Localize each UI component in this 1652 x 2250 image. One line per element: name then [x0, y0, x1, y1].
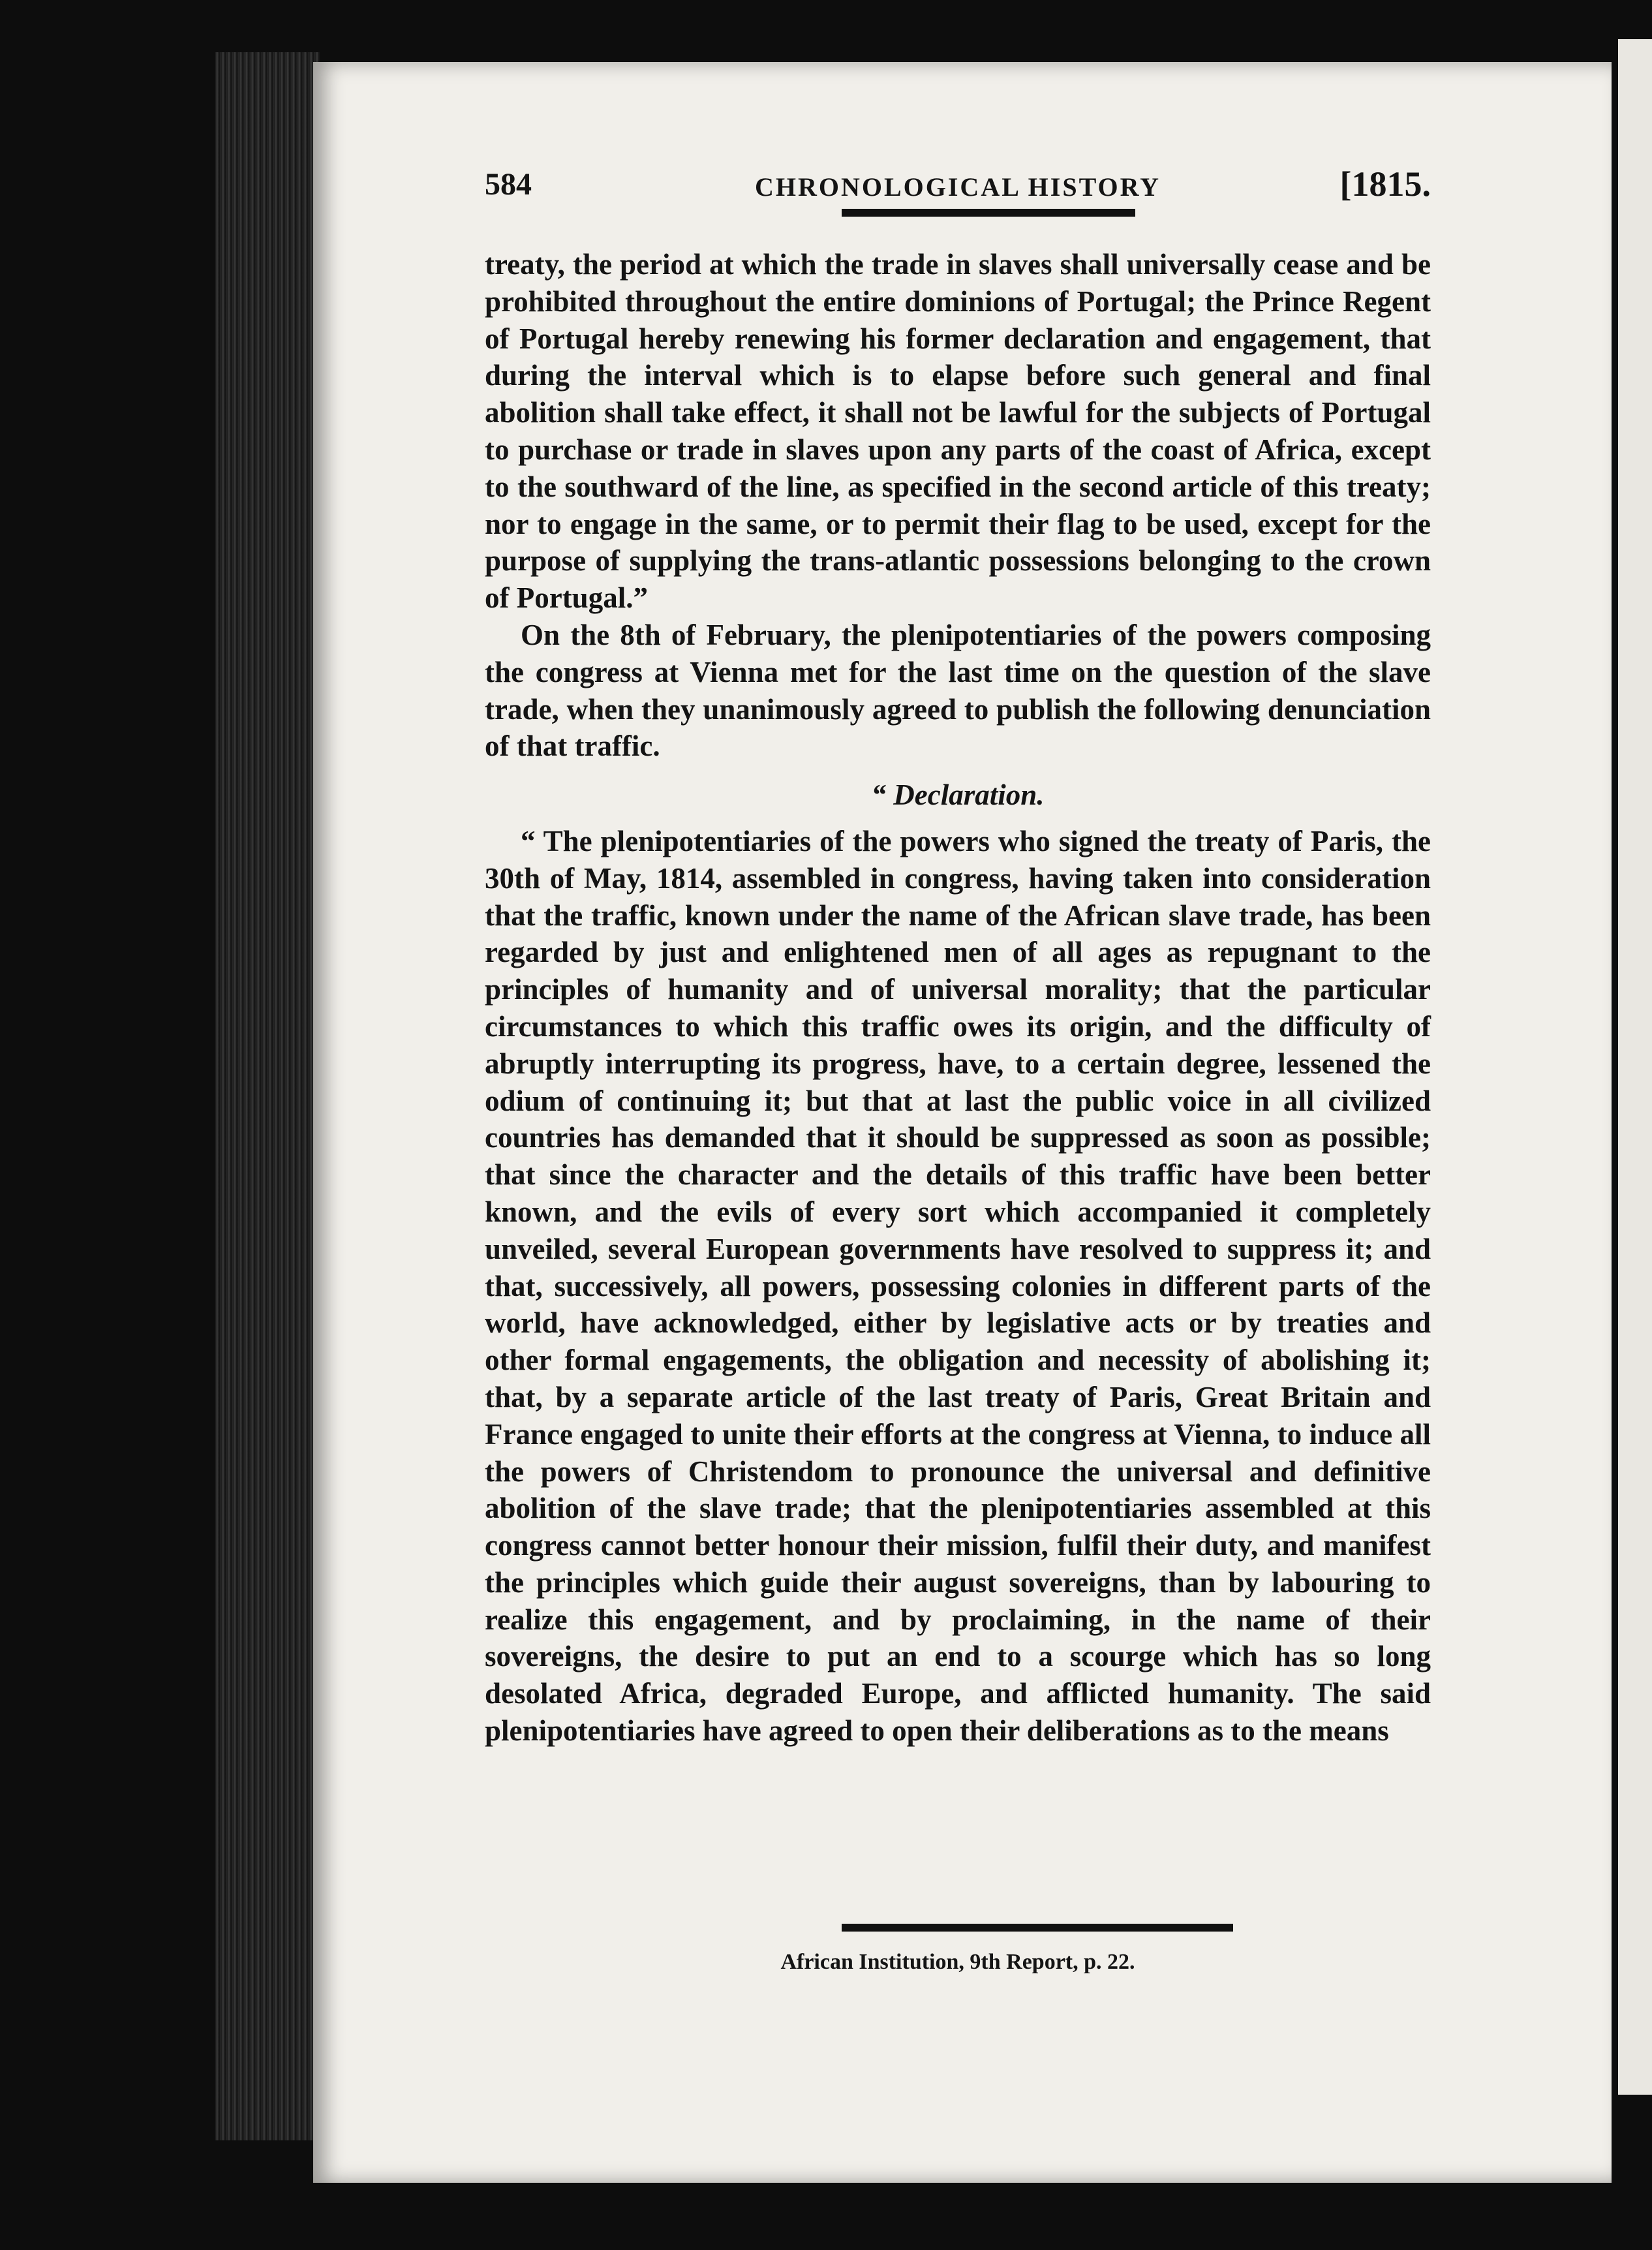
header-rule — [842, 209, 1135, 217]
book-page — [313, 62, 1612, 2183]
book-page-edges — [215, 52, 320, 2140]
page-number: 584 — [485, 167, 532, 202]
body-text — [485, 246, 1431, 1749]
paragraph-1: treaty, the period at which the trade in slaves shall universally cease and be prohibited throughout the entire dominions of Portugal; the Prince Regent of Portugal hereby renewing his former declaration and engagement, that during the interval which is to elapse before such general and final abolition shall take effect, it shall not be lawful for the subjects of Portugal to purchase or trade in slaves upon any parts of the coast of Africa, except to the southward of the line, as specified in the second article of this treaty; nor to engage in the same, or to permit their flag to be used, except for the purpose of supplying the trans-atlantic possessions belonging to the crown of Portugal.” — [485, 248, 1431, 615]
footnote: African Institution, 9th Report, p. 22. — [780, 1950, 1135, 1974]
footnote-rule — [842, 1924, 1233, 1932]
paragraph-2: On the 8th of February, the plenipotentiaries of the powers composing the congress at Vienna met for the last time on the question of the slave trade, when they unanimously agreed to publish the following denunciation of that traffic. — [485, 618, 1431, 763]
header-year: [1815. — [1339, 164, 1431, 204]
declaration-heading: “ Declaration. — [871, 778, 1045, 812]
facing-page-edge — [1618, 39, 1652, 2095]
paragraph-3: “ The plenipotentiaries of the powers who signed the treaty of Paris, the 30th of May, 1814, assembled in congress, having taken into consideration that the traffic, known under the name of the African slave trade, has been regarded by just and enlightened men of all ages as repugnant to the principles of humanity and of universal morality; that the particular circumstances to which this traffic owes its origin, and the difficulty of abruptly interrupting its progress, have, to a certain degree, lessened the odium of continuing it; but that at last the public voice in all civilized countries has demanded that it should be suppressed as soon as possible; that since the character and the details of this traffic have been better known, and the evils of every sort which accompanied it completely unveiled, several European governments have resolved to suppress it; and that, successively, all powers, possessing colonies in different parts of the world, have acknowledged, either by legislative acts or by treaties and other formal engagements, the obligation and necessity of abolishing it; that, by a separate article of the last treaty of Paris, Great Britain and France engaged to unite their efforts at the congress at Vienna, to induce all the powers of Christendom to pronounce the universal and definitive abolition of the slave trade; that the plenipotentiaries assembled at this congress cannot better honour their mission, fulfil their duty, and manifest the principles which guide their august sovereigns, than by labouring to realize this engagement, and by proclaiming, in the name of their sovereigns, the desire to put an end to a scourge which has so long desolated Africa, degraded Europe, and afflicted humanity. The said plenipotentiaries have agreed to open their deliberations as to the means — [485, 824, 1431, 1748]
running-title: CHRONOLOGICAL HISTORY — [754, 172, 1161, 202]
